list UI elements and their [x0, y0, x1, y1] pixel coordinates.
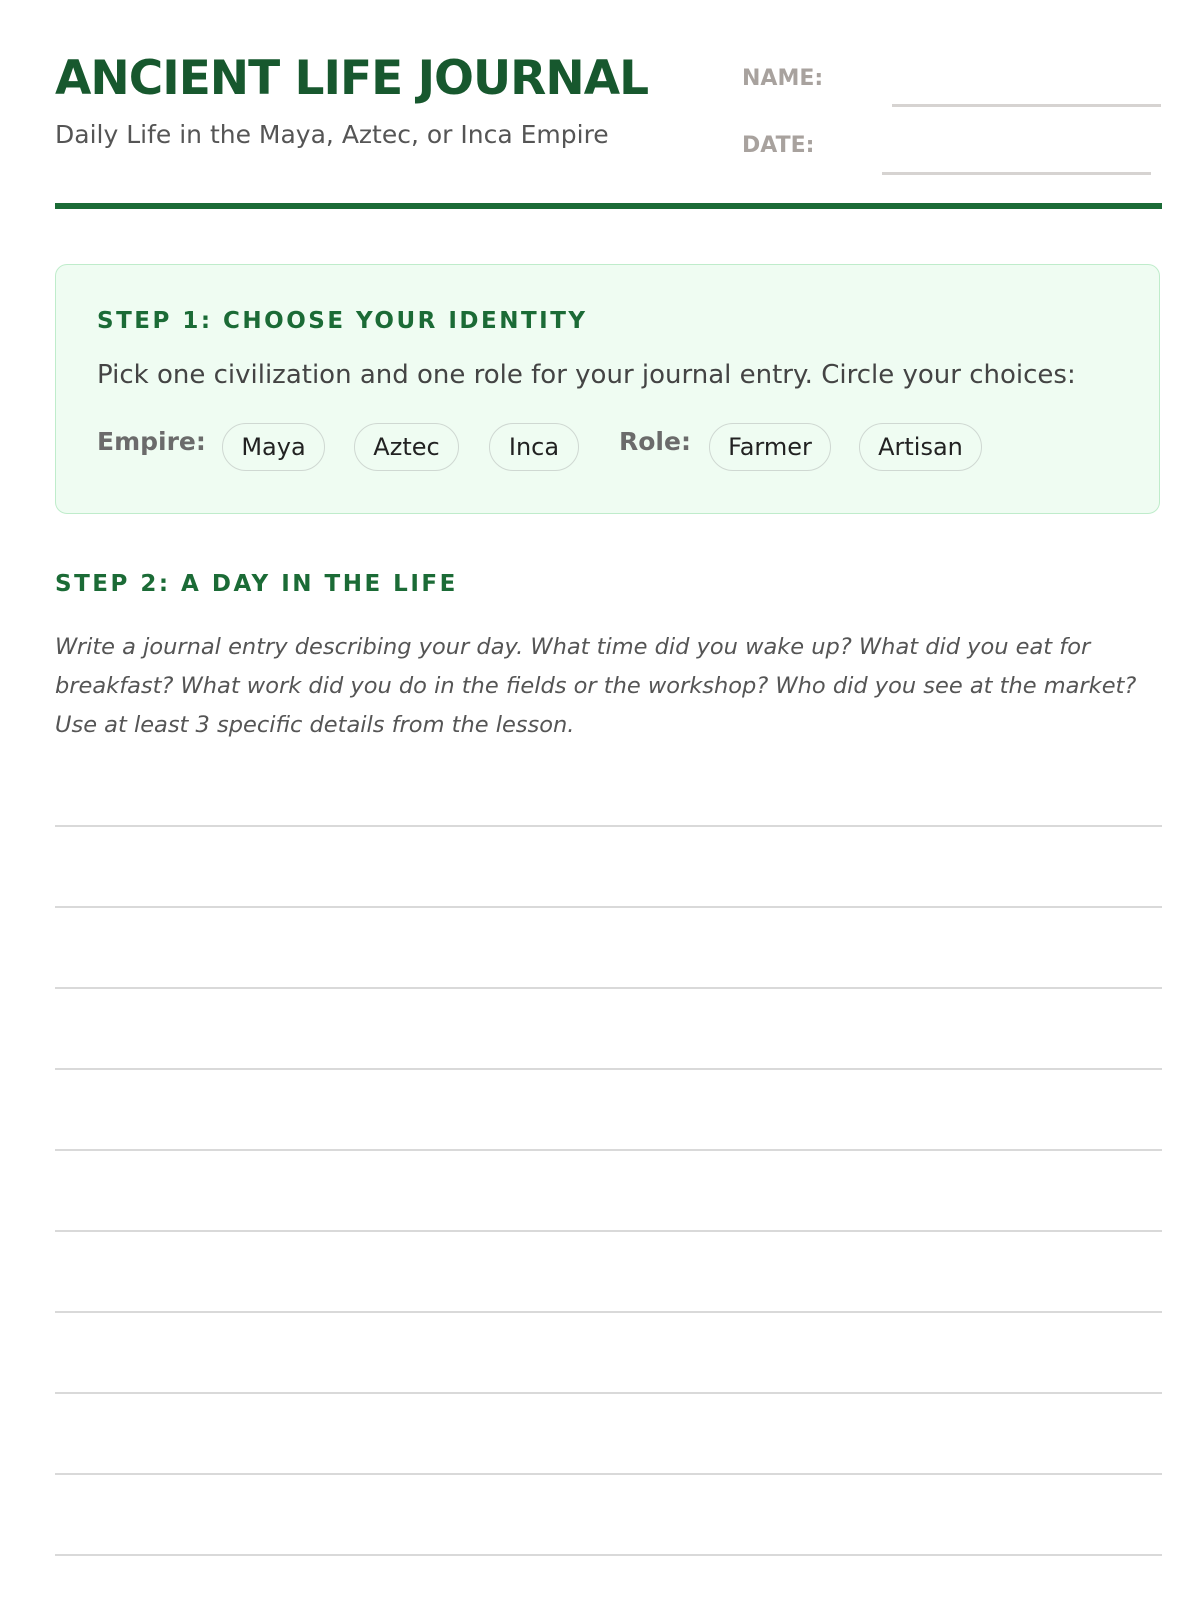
- empire-option-aztec[interactable]: Aztec: [354, 423, 459, 471]
- page-title: ANCIENT LIFE JOURNAL: [55, 51, 649, 106]
- date-field[interactable]: [742, 130, 1162, 180]
- role-label: Role:: [619, 427, 691, 456]
- writing-line[interactable]: [55, 1473, 1162, 1475]
- role-option-farmer[interactable]: Farmer: [709, 423, 831, 471]
- writing-line[interactable]: [55, 987, 1162, 989]
- date-write-line[interactable]: [882, 172, 1151, 175]
- role-option-artisan[interactable]: Artisan: [859, 423, 982, 471]
- writing-line[interactable]: [55, 1311, 1162, 1313]
- empire-option-maya[interactable]: Maya: [222, 423, 325, 471]
- choice-row: [97, 423, 1097, 475]
- writing-line[interactable]: [55, 1149, 1162, 1151]
- step2-heading: STEP 2: A DAY IN THE LIFE: [55, 571, 458, 597]
- empire-label: Empire:: [97, 427, 206, 456]
- name-field[interactable]: [742, 64, 1162, 114]
- name-write-line[interactable]: [892, 104, 1161, 107]
- step1-instruction: Pick one civilization and one role for your journal entry. Circle your choices:: [97, 360, 1076, 390]
- writing-line[interactable]: [55, 1230, 1162, 1232]
- date-label: DATE:: [742, 133, 815, 158]
- header-divider: [55, 203, 1162, 209]
- step1-box: [55, 264, 1160, 514]
- writing-line[interactable]: [55, 1554, 1162, 1556]
- writing-line[interactable]: [55, 1068, 1162, 1070]
- worksheet-header: [55, 0, 1162, 210]
- empire-option-inca[interactable]: Inca: [489, 423, 579, 471]
- step2-prompt: Write a journal entry describing your day. What time did you wake up? What did you eat for breakfast? What work did you do in the fields or the workshop? Who did you see at the market? Use at least 3 specific details from the lesson.: [55, 634, 1137, 738]
- name-label: NAME:: [742, 66, 824, 91]
- step1-heading: STEP 1: CHOOSE YOUR IDENTITY: [97, 308, 588, 334]
- worksheet-page: [55, 0, 1162, 1600]
- page-subtitle: Daily Life in the Maya, Aztec, or Inca Empire: [55, 120, 609, 149]
- writing-line[interactable]: [55, 825, 1162, 827]
- writing-line[interactable]: [55, 906, 1162, 908]
- writing-line[interactable]: [55, 1392, 1162, 1394]
